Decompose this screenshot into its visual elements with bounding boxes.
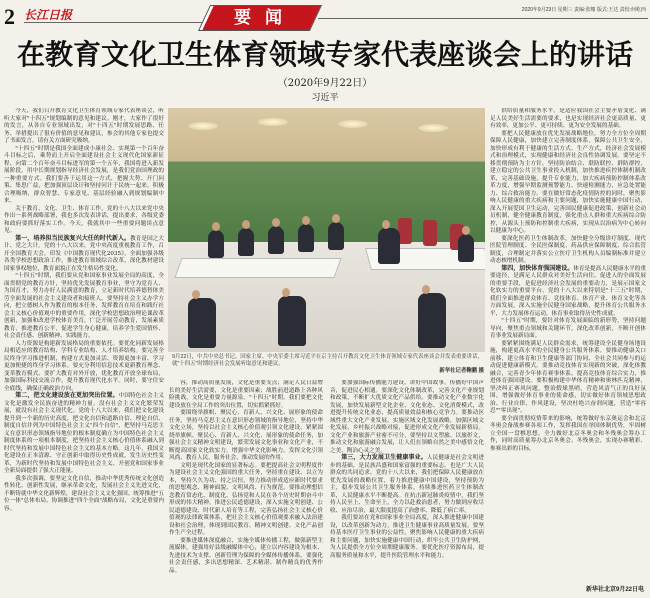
paragraph-text: 要紧紧围绕满足人民群众需求，统筹建设全民健身场地设施，构建更高水平的全民健身公共服务体系。要推动健康关口前移，建立体育和卫生健康等部门协同、全社会共同参与的运动促进健康新模式。要推动竞技体育实现新的突破，深化体教融合，完善青少年体育赛事体系，提高竞技体育综合实力，推进体育强国建设。要积极构建中华体育精神和奥林匹克精神，坚决纠正赛风问题，整治假球黑哨，营造风清气正的良好氛围，增强做好体育事业的使命感，切实做好体育领域思想政治、行业自律、作风建设，坚决杜绝兴奋剂问题，营造"零容忍""零出现"。 [490,340,646,414]
page-number: 2 [4,4,15,29]
headline: 在教育文化卫生体育领域专家代表座谈会上的讲话 [16,39,633,70]
paragraph-text: 容，推动高质量发展，文化是重要支点；满足人民日益增长的美好生活需要，文化是重要因素；战胜前进道路上各种风险挑战，文化是重要力量源泉。"十四五"时期，我们要把文化建设放在全局工作的突出位置，切实抓紧抓好。 [169,380,323,409]
paragraph-text: 体育是提高人民健康水平的重要途径，是满足人民群众对美好生活向往、促进人的全面发展的重要手段，是促进经济社会发展的重要动力，是展示国家文化软实力的重要平台。党的十八大以来特别是"十三五"时期，我们全面推进群众体育、竞技体育、体育产业、体育文化等各方面发展，深入实施全民健身国家战略，提升体育公共服务水平，大力发展体育运动，体育事业取得历史性成就。 [490,265,646,317]
photo-caption [172,354,484,378]
paragraph [490,131,646,236]
paragraph [169,380,323,410]
paragraph [330,455,484,515]
paragraph-text: 文明是现代化国家的显著标志。要把提高社会文明程度作为建设社会主义文化强国的重大任务，坚持重在建设、以立为本，坚持久久为功、持之以恒，努力推动形成适应新时代要求的思想观念、精神面貌、文明风尚、行为规范。要推动理想信念教育常态化、制度化，弘扬党和人民在各个历史时期奋斗中形成的伟大精神，推进公民道德建设，深入实施文明创建、公民道德建设、时代新人培育等工程，完善弘扬社会主义核心价值观的法律政策体系，把社会主义核心价值观要求融入法治建设和社会治理，体现到国民教育、精神文明创建、文化产品创作生产全过程。 [169,462,323,536]
paragraph-text: "十四五"时期，我们要从党和国家事业发展全局的高度，全面贯彻党的教育方针，坚持优先发展教育事业，坚守为党育人、为国育才，努力办好人民满意的教育，立足新时代培养德智体美劳全面发展的社会主义建设者和接班人。要坚持社会主义办学方向，把立德树人作为教育的根本任务，发挥教育在培育和践行社会主义核心价值观中的重要作用，深化学校思想政治理论课改革创新，加强和改进学校体育美育，广泛开展劳动教育，发展素质教育，推进教育公平，促进学生身心健康，培养学生爱国情怀、社会责任感、创新精神、实践能力。 [4,273,164,339]
header-rule-right [318,18,648,19]
paragraph-text: 教育是国之大计、党之大计。党的十八大以来，党中央高度重视教育工作，召开全国教育大会，印发《中国教育现代化2035》，全面加强各级各类学校思想政治工作，推进教育领域综合改革，深化教材建设国家事权地位，教育面貌正在发生格局性变化。 [4,235,164,272]
paragraph-text: 人民健康是社会文明进步的基础，是民族昌盛和国家富强的重要标志，也是广大人民群众的共同追求。党的十八大以来，我们把保障人民健康放在优先发展的战略位置，着力推进健康中国建设，坚持预防为主，稳步发展公共卫生服务体系，持续推进医药卫生体制改革，人民健康水平不断提高。在抗击新冠肺炎疫情中，我们坚持人民至上、生命至上，全力以赴救治患者，努力做到应收尽收、应治尽治，最大限度提高了治愈率、降低了病亡率。 [330,455,484,514]
paragraph [169,463,323,538]
paragraph [490,318,646,341]
paragraph-text: 我们要站在党和国家事业全局高度，深入推进健康中国建设，以改革创新为动力，推进卫生健康事业高质量发展。要坚持基本医疗卫生事业的公益性，聚焦影响人民健康的重大疾病和主要问题，加快实施健康中国行动，织牢公共卫生防护网，为人民提供全方位全周期健康服务。要优化医疗资源布局，提高服务质量和水平，提升医院管理水平和能力。 [330,515,484,559]
section-heading: 第四，加快体育强国建设。 [501,265,574,272]
paragraph [4,393,164,476]
paragraph [490,266,646,319]
paragraph [169,410,323,463]
newspaper-logo: 长江日报 [24,8,73,22]
paragraph [4,273,164,341]
header-meta: 2020年9月23日 星期三 责编:张娜 版式:王达 责校:何屹西 [521,7,646,13]
paragraph [490,236,646,266]
paragraph [4,108,164,146]
paragraph-text: 要深化医药卫生体制改革，加快健全分级诊疗制度、现代医院管理制度、全民医保制度、药品供应保障制度、综合监管制度，合理制定并落实公立医疗卫生机构人员编制标准并建立动态核增机制。 [490,235,646,264]
paragraph [4,341,164,394]
header-rule-left [24,22,204,23]
news-photo [168,108,485,352]
paragraph [490,416,646,454]
text-column-3 [330,380,484,598]
paragraph [169,538,323,576]
paragraph-text: 关于教育、文化、卫生、体育工作，党的十八大以来党中央作出一系列战略部署，我也多次发表讲话，提出要求，各级党委和政府要抓好落实工作。今天，我就其中一些重要问题谈点意见。 [4,205,164,234]
paragraph-text: 要全面贯彻疫情带来的影响，统筹做好东京奥运会和北京冬奥会备战参赛各项工作，发挥我国在举国体制优势，牢固树立全国一盘棋思想，全力做好北京冬奥会和冬残奥会筹办工作，同时高质量筹办北京冬奥会、冬残奥会，实现办赛精彩、参赛出彩的目标。 [490,415,646,452]
paragraph-text: 要围绕举旗帜、聚民心、育新人、兴文化、展形象的使命任务，坚持马克思主义在意识形态领域的指导地位，坚持中华文化立场，坚持以社会主义核心价值观引领文化建设，紧紧围绕举旗帜、聚民心、育新人、兴文化、展形象的使命任务，加强社会主义精神文明建设，繁荣发展文化事业和文化产业，不断提高国家文化软实力，增强中华文化影响力，发挥文化引领风尚、教育人民、服务社会、推动发展的作用。 [169,410,323,461]
paragraph [4,206,164,236]
paragraph-text: 要推进媒体深度融合，实施全媒体传播工程，做强新型主流媒体，建强用好县级融媒体中心，建立以内容建设为根本、先进技术为支撑、创新管理为保障的全媒体传播体系。要强化社会责任感，多出思想精深、艺术精湛、制作精良的优秀作品。 [169,537,323,574]
paragraph [330,515,484,560]
paragraph [4,146,164,206]
paragraph [490,341,646,416]
paragraph-text: 供给质量和服务水平，是适应我国社会主要矛盾变化、满足人民美好生活需要的要求，也是实现经济社会更高质量、更有效率、更加公平、更可持续、更为安全发展的基础。 [490,108,646,129]
section-heading: 第二，把文化建设放在更加突出位置。 [15,393,119,399]
text-column-4 [490,108,646,581]
photo-credit: 新华社记者鞠鹏 摄 [439,368,484,374]
paragraph-text: "十四五"时期是我国全面建成小康社会、实现第一个百年奋斗目标之后，乘势而上开启全面建设社会主义现代化国家新征程、向第二个百年奋斗目标进军的第一个五年，我国将进入新发展阶段。用中长期规划指导经济社会发展，是我们党治国理政的一种重要方式。我们要善于运用这一方式，把握大势、开门问策、集思广益，把加强顶层设计和坚持问计于民统一起来，积极合理吸纳，群众智慧、专家意见、基层经验融入到规划编制中来。 [4,145,164,204]
paragraph-text: 要把人民健康放在优先发展战略地位，努力全方位全周期保障人民健康，加快建立完善制度体系，保障公共卫生安全，加快形成有利于健康的生活方式、生产方式，经济社会发展模式和治理模式，实现健康和经济社会良性协调发展。要坚定不移贯彻预防为主方针，坚持防治结合、联防联控、群防群控，建立稳定的公共卫生事业投入机制，加快推进疾控体制机制改革，完善基础设施，提升专业能力，加大疾病预防控制体系改革力度，增强早期监测预警能力、快速检测能力、应急处置能力、综合救治能力。要在做好常态化疫情防控的同时，聚焦影响人民健康的重大疾病和主要问题，加快实施健康中国行动，深入开展爱国卫生运动，完善国民健康促进政策，创新社会动员机制，健全健康教育制度，强化重点人群和重大疾病综合防控，从源头上预防和控制重大疾病，实现从以治病为中心转向以健康为中心。 [490,130,646,234]
paragraph [4,476,164,514]
dateline: 新华社北京9月22日电 [585,587,644,593]
paragraph-text: 中国特色社会主义文化是激发全民族奋进的精神力量。没有社会主义文化繁荣发展，就没有社会主义现代化。党的十八大以来，我们把文化建设提升到一个新的历史高度，把文化自信和道路自信、理论自信、制度自信并列为中国特色社会主义"四个自信"，把坚持马克思主义在意识形态领域指导地位的根本制度确立为中国特色社会主义制度体系的一项根本制度，把坚持社会主义核心价值体系融入到时代坚持和发展中国特色社会主义的基本方略。这几年，我国文化建设在正本清源、守正创新中取得历史性成就，发生历史性变革，为新时代坚持和发展中国特色社会主义、开创党和国家事业全新局面提供了强大正能量。 [4,393,164,474]
caption-text: 9月22日，中共中央总书记、国家主席、中央军委主席习近平在京主持召开教育文化卫生体育领域专家代表座谈会并发表重要讲话，就"十四五"时期经济社会发展听取意见和建议。 [172,354,483,367]
paragraph-text: 今天，我们召开教育文化卫生体育领域专家代表座谈会，听听大家对"十四五"规划编制的意见和建议。刚才，大家作了很好的发言，从各自专业领域出发，对"十四五"时期发展思路、任务、举措提出了很有价值的意见和建议，参会的其他专家也提交了书面发言，请有关方面研究吸纳。 [4,108,164,144]
paragraph [490,108,646,131]
paragraph [330,380,484,455]
speech-date: （2020年9月22日） [277,78,373,89]
text-column-1 [4,108,164,596]
author: 习近平 [311,93,339,103]
paragraph-text: 人力资源是构建新发展格局的重要依托。要优化同新发展格局相适应的教育结构、学科专业结构、人才培养结构。要完善全民终身学习推进机制，构建方式更加灵活、资源更加丰富、学习更加便捷的终身学习体系。要充分利用信息技术更新教育理念、变革教育模式。要扩大教育对外开放，优化教育开放全球布局，加强国际科技交流合作，提升教育现代化水平。同时，要守住安全底线，确保正确政治方向。 [4,340,164,392]
section-heading: 第三，大力发展卫生健康事业。 [341,455,427,461]
section-heading: 第一，培养担当民族复兴大任的时代新人。 [15,235,131,242]
paragraph [4,236,164,274]
paragraph-text: "十四五"时期，要针对体育发展面临的新形势，坚持问题导向，聚焦重点领域和关键环节，深化改革创新，不断开创体育事业发展新局面。 [490,318,646,339]
text-column-2 [169,380,323,598]
section-label: 要闻 [234,8,296,27]
paragraph-text: 要加强国际传播能力建设，讲好中国故事，传播好中国声音，促进民心相通。要深化文化体制改革，完善文化产业规划和政策，不断扩大优质文化产品供给。要推动文化产业数字化发展，加快发展新型文化企业、文化业态、文化消费模式，改进提升传统文化业态，提高质量效益和核心竞争力。要推动区域性重大文化产业发展，实施区域文化发展战略，加强区域文化发展、乡村振兴战略对接，促进形成文化产业发展新格局。文化产业和旅游产业密不可分，要坚持以文塑旅、以旅彰文，推动文化和旅游融合发展，让人们在领略自然之美中感悟文化之美、陶冶心灵之美。 [330,380,484,454]
paragraph-text: 我多次强调，要坚定文化自信，推动中华优秀传统文化创造性转化、创新性发展，继承革命文化，发展社会主义先进文化，不断铸就中华文化新辉煌，建设社会主义文化强国。统筹推进"五位一体"总体布局、协调推进"四个全面"战略布局，文化是重要内容。 [4,475,164,512]
